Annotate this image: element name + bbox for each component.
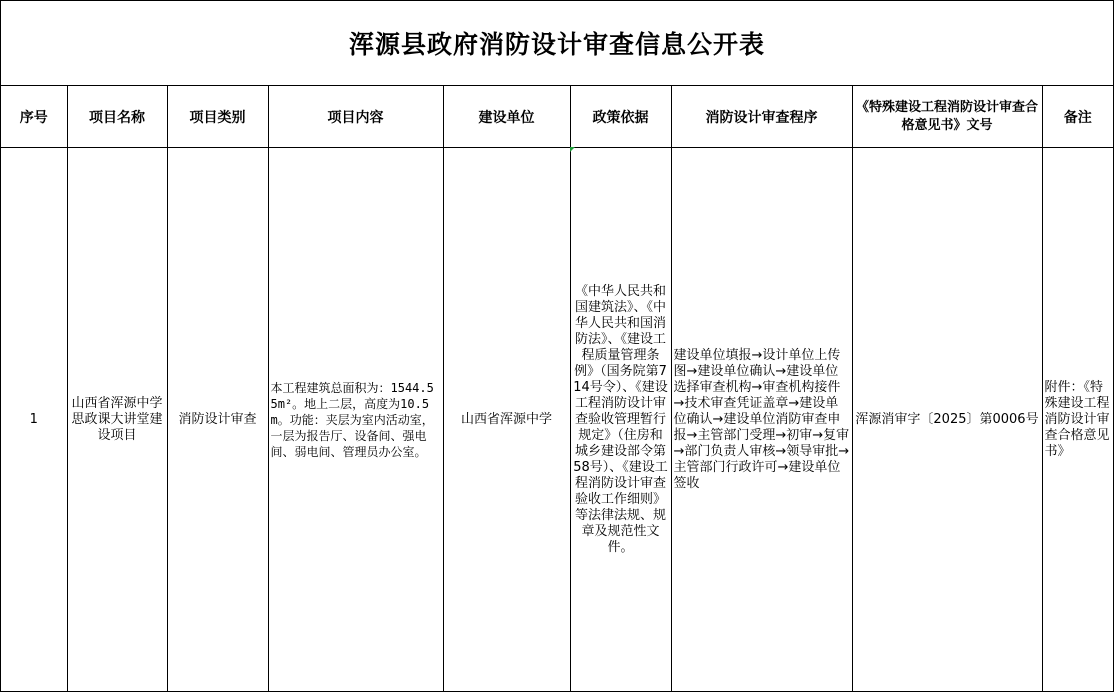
cell-remarks: 附件：《特殊建设工程消防设计审查合格意见书》 [1042,148,1113,692]
header-project-name: 项目名称 [67,86,167,148]
header-procedure: 消防设计审查程序 [671,86,852,148]
cell-doc-number: 浑源消审字〔2025〕第0006号 [852,148,1042,692]
table-row [1,148,1113,692]
cell-procedure: 建设单位填报→设计单位上传图→建设单位确认→建设单位选择审查机构→审查机构接件→技术审查凭证盖章→建设单位确认→建设单位消防审查申报→主管部门受理→初审→复审→部门负责人审核→领导审批→主管部门行政许可→建设单位签收 [671,148,852,692]
header-remarks: 备注 [1042,86,1113,148]
header-builder: 建设单位 [443,86,570,148]
header-index: 序号 [1,86,67,148]
header-doc-number: 《特殊建设工程消防设计审查合格意见书》文号 [852,86,1042,148]
header-project-content: 项目内容 [268,86,443,148]
cell-project-content: 本工程建筑总面积为：1544.55m²。地上二层，高度为10.5m。功能：夹层为室内活动室，一层为报告厅、设备间、强电间、弱电间、管理员办公室。 [268,148,443,692]
info-table [1,86,1113,691]
cell-comment-marker [570,147,575,152]
cell-policy-basis: 《中华人民共和国建筑法》、《中华人民共和国消防法》、《建设工程质量管理条例》（国务院第714号令）、《建设工程消防设计审查验收管理暂行规定》（住房和城乡建设部令第58号）、《建设工程消防设计审查验收工作细则》等法律法规、规章及规范性文件。 [570,148,671,692]
page-title: 浑源县政府消防设计审查信息公开表 [348,30,765,59]
header-policy-basis: 政策依据 [570,86,671,148]
cell-project-type: 消防设计审查 [167,148,268,692]
cell-project-name: 山西省浑源中学思政课大讲堂建设项目 [67,148,167,692]
cell-builder: 山西省浑源中学 [443,148,570,692]
header-row [1,86,1113,148]
header-project-type: 项目类别 [167,86,268,148]
cell-index: 1 [1,148,67,692]
title-row [1,1,1113,86]
